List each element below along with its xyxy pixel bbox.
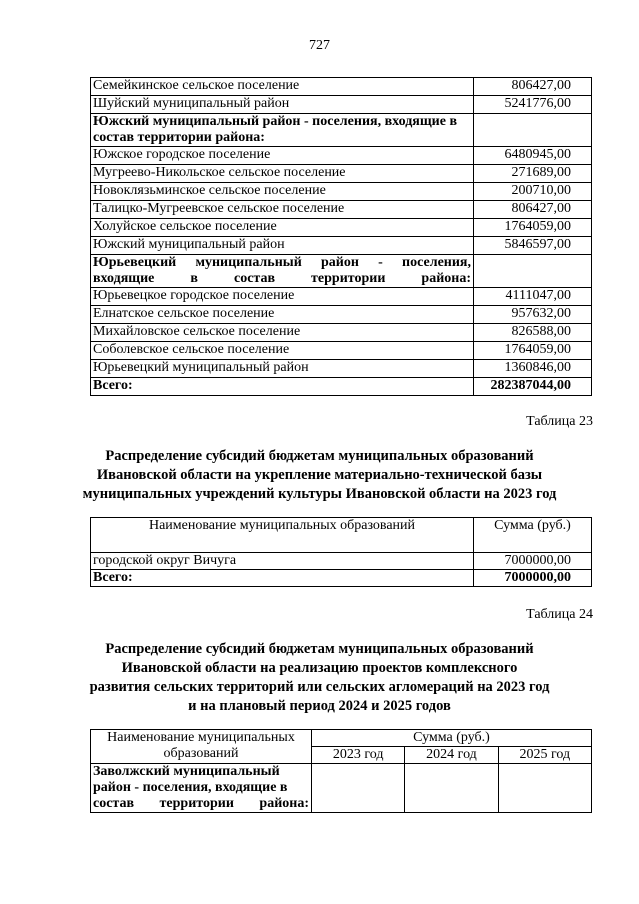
row-value: 806427,00 (474, 78, 592, 96)
table-row-name: городской округ Вичуга (91, 553, 474, 570)
table-row (91, 183, 592, 201)
table-row (91, 288, 592, 306)
table-24-title: Распределение субсидий бюджетам муниципальных образований Ивановской области на реализацию проектов комплексного развития сельских территорий или сельских агломераций на 2023 год и на плановый период 2024 и 2025 годов (89, 641, 550, 714)
row-name: Холуйское сельское поселение (91, 219, 474, 237)
row-name: Всего: (91, 378, 474, 396)
table-row (91, 96, 592, 114)
row-name: Мугреево-Никольское сельское поселение (91, 165, 474, 183)
column-header-2023: 2023 год (312, 747, 405, 764)
table-row-value: 7000000,00 (474, 553, 592, 570)
row-name: Южский муниципальный район (91, 237, 474, 255)
row-value: 1764059,00 (474, 219, 592, 237)
column-header-sum: Сумма (руб.) (312, 730, 592, 747)
column-header-name: Наименование муниципальных образований (91, 730, 312, 764)
table-row (91, 78, 592, 96)
row-value: 5241776,00 (474, 96, 592, 114)
table-row (91, 324, 592, 342)
row-name: Юрьевецкое городское поселение (91, 288, 474, 306)
row-value (474, 255, 592, 288)
subsidy-table-continued (90, 77, 592, 396)
row-name: Семейкинское сельское поселение (91, 78, 474, 96)
table-row (91, 165, 592, 183)
row-name: Новоклязьминское сельское поселение (91, 183, 474, 201)
table-row (91, 306, 592, 324)
table-cell-2023 (312, 764, 405, 813)
table-row (91, 342, 592, 360)
table-row (91, 147, 592, 165)
row-name: Елнатское сельское поселение (91, 306, 474, 324)
total-row (91, 378, 592, 396)
row-value: 1764059,00 (474, 342, 592, 360)
table-24-caption: Таблица 24 (526, 607, 593, 622)
row-value: 4111047,00 (474, 288, 592, 306)
row-value: 6480945,00 (474, 147, 592, 165)
table-cell-2025 (498, 764, 591, 813)
row-value: 826588,00 (474, 324, 592, 342)
row-value (474, 114, 592, 147)
row-name: Михайловское сельское поселение (91, 324, 474, 342)
table-23-title: Распределение субсидий бюджетам муниципальных образований Ивановской области на укрепление материально-технической базы муниципальных учреждений культуры Ивановской области на 2023 год (82, 448, 557, 502)
row-name: Южский муниципальный район - поселения, входящие в состав территории района: (91, 114, 474, 147)
row-name: Южское городское поселение (91, 147, 474, 165)
row-name: Талицко-Мугреевское сельское поселение (91, 201, 474, 219)
table-row (91, 201, 592, 219)
table-24 (90, 729, 592, 813)
row-name: Юрьевецкий муниципальный район (91, 360, 474, 378)
column-header-sum: Сумма (руб.) (474, 518, 592, 553)
row-name: Юрьевецкий муниципальный район - поселения, входящие в состав территории района: (91, 255, 474, 288)
table-row (91, 360, 592, 378)
total-label: Всего: (91, 570, 474, 587)
row-value: 200710,00 (474, 183, 592, 201)
row-value: 282387044,00 (474, 378, 592, 396)
row-value: 271689,00 (474, 165, 592, 183)
table-row (91, 237, 592, 255)
group-header-row (91, 255, 592, 288)
page-number: 727 (309, 38, 330, 53)
table-23 (90, 517, 592, 587)
column-header-2025: 2025 год (498, 747, 591, 764)
row-value: 5846597,00 (474, 237, 592, 255)
group-header-row (91, 114, 592, 147)
row-value: 1360846,00 (474, 360, 592, 378)
row-name: Шуйский муниципальный район (91, 96, 474, 114)
table-row-group-header: Заволжский муниципальный район - поселения, входящие в состав территории района: (91, 764, 312, 813)
total-value: 7000000,00 (474, 570, 592, 587)
row-name: Соболевское сельское поселение (91, 342, 474, 360)
table-cell-2024 (405, 764, 498, 813)
column-header-2024: 2024 год (405, 747, 498, 764)
table-row (91, 219, 592, 237)
table-23-caption: Таблица 23 (526, 414, 593, 429)
column-header-name: Наименование муниципальных образований (91, 518, 474, 553)
row-value: 806427,00 (474, 201, 592, 219)
row-value: 957632,00 (474, 306, 592, 324)
